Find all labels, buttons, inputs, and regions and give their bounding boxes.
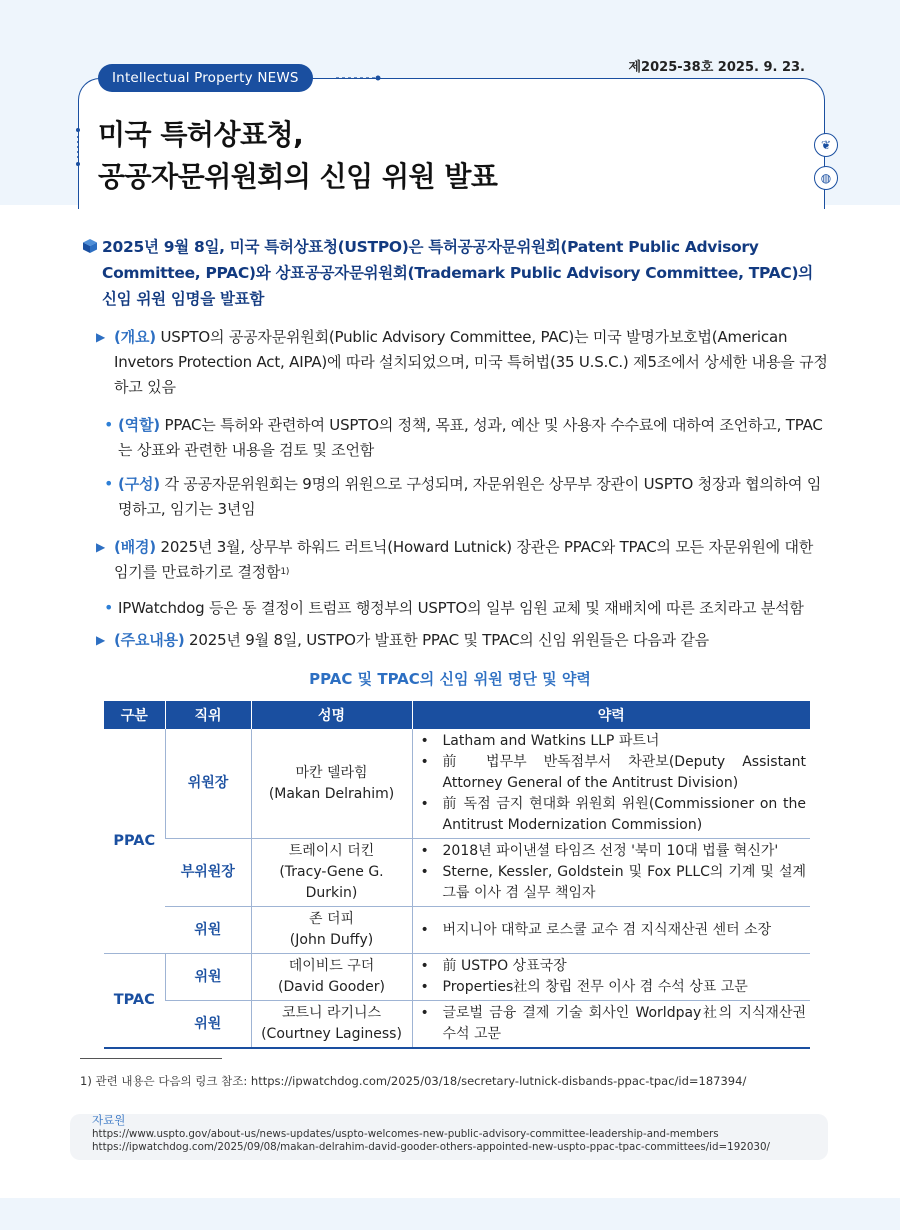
triangle-bullet-icon: ▶ — [96, 540, 106, 554]
title-line-2: 공공자문위원회의 신임 위원 발표 — [98, 160, 498, 193]
overview-paragraph — [96, 325, 828, 400]
career-item: • 前 법무부 반독점부서 차관보(Deputy Assistant Attorney General of the Antitrust Division) — [443, 752, 807, 794]
triangle-bullet-icon: ▶ — [96, 633, 106, 647]
position-cell: 위원 — [165, 954, 251, 1001]
name-korean: 트레이시 더킨 — [288, 843, 375, 859]
name-korean: 마칸 델라힘 — [295, 764, 368, 781]
career-cell — [412, 1001, 810, 1049]
page-title — [98, 114, 497, 198]
career-item: • 글로벌 금융 결제 기술 회사인 Worldpay社의 지식재산권 수석 고문 — [443, 1003, 807, 1045]
name-cell — [251, 954, 412, 1001]
header-position: 직위 — [165, 701, 251, 729]
footer-background — [0, 1198, 900, 1230]
role-text: PPAC는 특허와 관련하여 USPTO의 정책, 목표, 성과, 예산 및 사용자 수수료에 대하여 조언하고, TPAC는 상표와 관련한 내용을 검토 및 조언함 — [118, 416, 823, 459]
composition-text: 각 공공자문위원회는 9명의 위원으로 구성되며, 자문위원은 상무부 장관이 USPTO 청장과 협의하여 임명하고, 임기는 3년임 — [118, 475, 822, 518]
career-cell — [412, 729, 810, 839]
overview-label: (개요) — [114, 328, 156, 346]
position-cell: 위원 — [165, 1001, 251, 1049]
sources-box — [70, 1114, 828, 1160]
table-row — [104, 729, 810, 839]
position-cell: 부위원장 — [165, 839, 251, 907]
name-english: (Courtney Laginess) — [261, 1026, 402, 1042]
source-link[interactable]: https://ipwatchdog.com/2025/09/08/makan-delrahim-david-gooder-others-appointed-new-uspto-ppac-tpac-committees/id=192030/ — [92, 1141, 770, 1153]
career-item: • Sterne, Kessler, Goldstein 및 Fox PLLC의 기계 및 설계 그룹 이사 겸 실무 책임자 — [443, 862, 807, 904]
name-korean: 데이비드 구더 — [288, 958, 375, 974]
table-row — [104, 907, 810, 954]
footnote-divider — [80, 1058, 222, 1059]
frame-dots-decoration — [72, 100, 84, 200]
career-item: • Properties社의 창립 전무 이사 겸 수석 상표 고문 — [443, 977, 807, 998]
main-content-paragraph — [96, 628, 828, 653]
composition-label: (구성) — [118, 475, 160, 493]
composition-paragraph — [104, 472, 828, 522]
cube-bullet-icon — [82, 238, 98, 254]
analysis-paragraph — [104, 596, 828, 621]
globe-icon: ◍ — [814, 166, 838, 190]
footnote-ref: 1) — [280, 567, 290, 577]
leaf-icon: ❦ — [814, 133, 838, 157]
main-content-label: (주요내용) — [114, 631, 185, 649]
triangle-bullet-icon: ▶ — [96, 330, 106, 344]
name-korean: 코트니 라기니스 — [281, 1005, 382, 1021]
role-label: (역할) — [118, 416, 160, 434]
name-english: (David Gooder) — [277, 979, 386, 995]
career-cell — [412, 954, 810, 1001]
main-content-text: 2025년 9월 8일, USTPO가 발표한 PPAC 및 TPAC의 신임 위원들은 다음과 같음 — [184, 631, 709, 649]
name-cell — [251, 729, 412, 839]
lead-text: 2025년 9월 8일, 미국 특허상표청(USTPO)은 특허공공자문위원회(Patent Public Advisory Committee, PPAC)와 상표공공자문위원회(Trademark Public Advisory Committee, TPAC)의 신임 위원 임명을 발표함 — [102, 238, 813, 308]
dot-bullet-icon: • — [104, 598, 114, 617]
name-cell — [251, 1001, 412, 1049]
table-row — [104, 1001, 810, 1049]
header-name: 성명 — [251, 701, 412, 729]
name-english: (Tracy-Gene G. Durkin) — [279, 864, 384, 901]
role-paragraph — [104, 413, 828, 463]
table-row — [104, 954, 810, 1001]
dot-bullet-icon: • — [104, 474, 114, 493]
career-cell — [412, 839, 810, 907]
career-cell — [412, 907, 810, 954]
dot-bullet-icon: • — [104, 415, 114, 434]
sources-label: 자료원 — [92, 1113, 126, 1127]
header-career: 약력 — [412, 701, 810, 729]
name-english: (Makan Delrahim) — [268, 785, 395, 802]
title-line-1: 미국 특허상표청, — [98, 118, 304, 151]
name-english: (John Duffy) — [289, 932, 374, 948]
position-cell: 위원장 — [165, 729, 251, 839]
career-item: • Latham and Watkins LLP 파트너 — [443, 731, 807, 752]
group-tpac: TPAC — [104, 954, 165, 1049]
analysis-text: IPWatchdog 등은 동 결정이 트럼프 행정부의 USPTO의 일부 임원 교체 및 재배치에 따른 조치라고 분석함 — [118, 599, 804, 617]
career-item: • 前 USTPO 상표국장 — [443, 956, 807, 977]
source-link[interactable]: https://www.uspto.gov/about-us/news-updates/uspto-welcomes-new-public-advisory-committee-leadership-and-members — [92, 1128, 719, 1140]
table-title: PPAC 및 TPAC의 신임 위원 명단 및 약력 — [309, 670, 591, 688]
footnote: 1) 관련 내용은 다음의 링크 참조: https://ipwatchdog.com/2025/03/18/secretary-lutnick-disbands-ppac-tpac/id=187394/ — [80, 1074, 747, 1088]
position-cell: 위원 — [165, 907, 251, 954]
news-label: Intellectual Property NEWS — [98, 64, 313, 92]
dotted-line-decoration — [336, 73, 382, 83]
name-cell — [251, 839, 412, 907]
background-paragraph — [96, 535, 828, 585]
career-item: • 버지니아 대학교 로스쿨 교수 겸 지식재산권 센터 소장 — [443, 920, 807, 941]
header-category: 구분 — [104, 701, 165, 729]
name-korean: 존 더피 — [308, 911, 355, 927]
overview-text: USPTO의 공공자문위원회(Public Advisory Committee, PAC)는 미국 발명가보호법(American Invetors Protection Act, AIPA)에 따라 설치되었으며, 미국 특허법(35 U.S.C.) 제5조에서 상세한 내용을 규정하고 있음 — [114, 328, 828, 396]
issue-number-date: 제2025-38호 2025. 9. 23. — [628, 60, 805, 75]
career-item: • 2018년 파이낸셜 타임즈 선정 '북미 10대 법률 혁신가' — [443, 841, 807, 862]
table-row — [104, 839, 810, 907]
lead-summary — [82, 234, 827, 312]
background-label: (배경) — [114, 538, 156, 556]
group-ppac: PPAC — [104, 729, 165, 954]
name-cell — [251, 907, 412, 954]
career-item: • 前 독점 금지 현대화 위원회 위원(Commissioner on the Antitrust Modernization Commission) — [443, 794, 807, 836]
table-header-row — [104, 701, 810, 729]
background-text: 2025년 3월, 상무부 하워드 러트닉(Howard Lutnick) 장관은 PPAC와 TPAC의 모든 자문위원에 대한 임기를 만료하기로 결정함 — [114, 538, 814, 581]
committee-table — [104, 701, 810, 1049]
